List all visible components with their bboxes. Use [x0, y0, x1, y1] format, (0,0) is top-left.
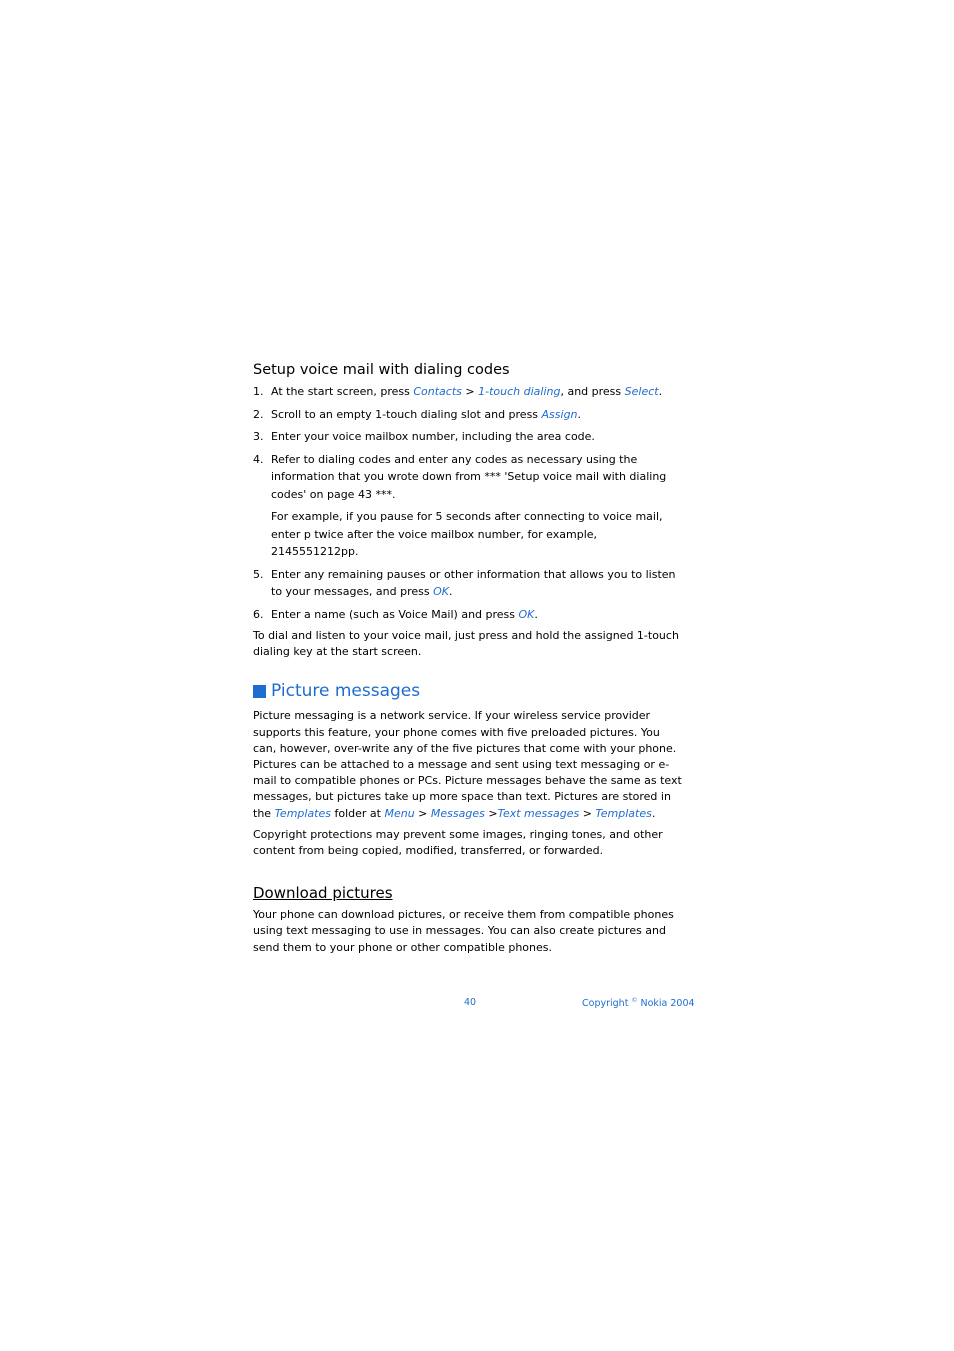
section-heading-download-pictures: Download pictures	[253, 884, 393, 903]
list-item: 4. Refer to dialing codes and enter any codes as necessary using the information that you wrote down from *** 'Setup voice mail with dialing codes' on page 43 ***. For example, if you pause for 5 seconds after connecting to voice mail, enter p twice after the voice mailbox number, for example, 2145551212pp.	[253, 451, 686, 561]
section-heading-voice-mail: Setup voice mail with dialing codes	[253, 362, 510, 378]
list-item: 2. Scroll to an empty 1-touch dialing slot and press Assign.	[253, 407, 582, 421]
list-item: 6. Enter a name (such as Voice Mail) and press OK.	[253, 607, 538, 621]
keyword-contacts: Contacts	[413, 385, 462, 398]
download-pictures-paragraph: Your phone can download pictures, or receive them from compatible phones using text messaging to use in messages. You can also create pictures and send them to your phone or other compatible phones.	[253, 908, 674, 954]
page-content	[253, 360, 686, 956]
keyword-text-messages: Text messages	[497, 806, 580, 820]
keyword-templates: Templates	[595, 806, 652, 820]
keyword-select: Select	[624, 385, 659, 398]
footer-copyright: Copyright © Nokia 2004	[582, 997, 695, 1010]
keyword-ok: OK	[433, 585, 449, 598]
keyword-1-touch-dialing: 1-touch dialing	[478, 385, 561, 398]
steps-list	[253, 383, 686, 623]
keyword-assign: Assign	[541, 407, 578, 421]
keyword-templates: Templates	[274, 806, 331, 820]
copyright-protection-paragraph: Copyright protections may prevent some images, ringing tones, and other content from being copied, modified, transferred, or forwarded.	[253, 827, 663, 858]
step-example: For example, if you pause for 5 seconds after connecting to voice mail, enter p twice after the voice mailbox number, for example, 2145551212pp.	[271, 510, 663, 558]
page-number: 40	[464, 997, 477, 1008]
keyword-ok: OK	[518, 607, 535, 621]
picture-messages-paragraph: Picture messaging is a network service. If your wireless service provider supports this feature, your phone comes with five preloaded pictures. You can, however, over-write any of the five pictures that come with your phone. Pictures can be attached to a message and sent using text messaging or e-mail to compatible phones or PCs. Picture messages behave the same as text messages, but pictures take up more space than text. Pictures are stored in the Templates folder at Menu > Messages >Text messages > Templates.	[253, 709, 682, 820]
heading-square-icon	[253, 685, 266, 698]
list-item: 1. At the start screen, press Contacts > 1-touch dialing, and press Select.	[253, 385, 663, 398]
list-item: 5. Enter any remaining pauses or other information that allows you to listen to your messages, and press OK.	[253, 567, 676, 598]
closing-paragraph: To dial and listen to your voice mail, just press and hold the assigned 1-touch dialing key at the start screen.	[253, 629, 679, 659]
list-item: 3. Enter your voice mailbox number, including the area code.	[253, 430, 595, 443]
keyword-menu: Menu	[384, 806, 415, 820]
section-heading-picture-messages: Picture messages	[253, 680, 686, 702]
keyword-messages: Messages	[430, 806, 485, 820]
